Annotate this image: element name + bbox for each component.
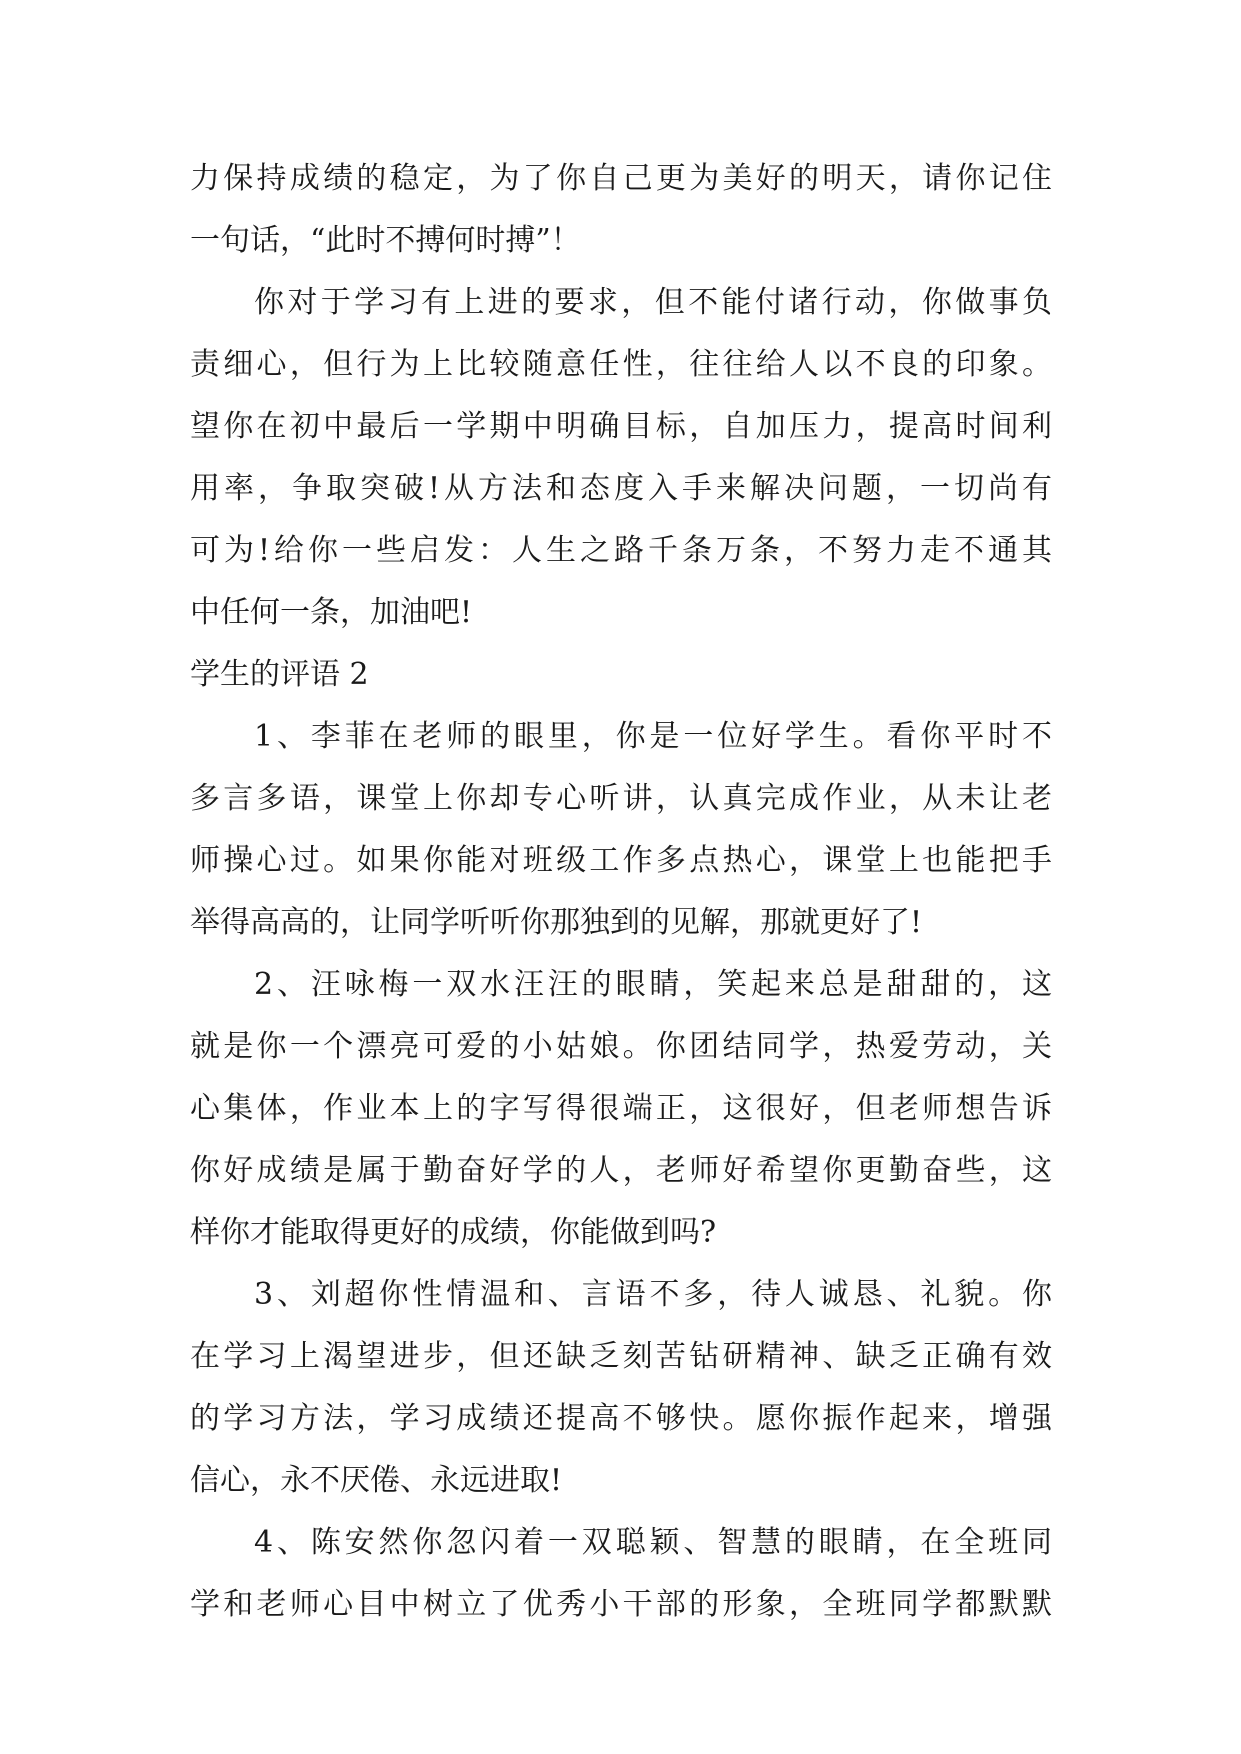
text-line: 可为!给你一些启发：人生之路千条万条，不努力走不通其 [190, 533, 1052, 568]
text-line: 3、刘超你性情温和、言语不多，待人诚恳、礼貌。你 [254, 1277, 1052, 1312]
text-line: 信心，永不厌倦、永远进取! [190, 1463, 563, 1498]
text-line: 2、汪咏梅一双水汪汪的眼睛，笑起来总是甜甜的，这 [254, 967, 1052, 1002]
comment-item-1 [190, 706, 1052, 954]
text-line: 1、李菲在老师的眼里，你是一位好学生。看你平时不 [254, 719, 1052, 754]
paragraph-continuation [190, 148, 1052, 272]
text-line: 在学习上渴望进步，但还缺乏刻苦钻研精神、缺乏正确有效 [190, 1339, 1052, 1374]
text-line: 4、陈安然你忽闪着一双聪颖、智慧的眼睛，在全班同 [254, 1525, 1052, 1560]
text-line: 你对于学习有上进的要求，但不能付诸行动，你做事负 [254, 285, 1052, 320]
document-body [190, 148, 1052, 1636]
text-line: 中任何一条，加油吧! [190, 595, 473, 630]
text-line: 一句话，“此时不搏何时搏”！ [190, 223, 581, 258]
text-line: 多言多语，课堂上你却专心听讲，认真完成作业，从未让老 [190, 781, 1052, 816]
text-line: 望你在初中最后一学期中明确目标，自加压力，提高时间利 [190, 409, 1052, 444]
paragraph-comment [190, 272, 1052, 644]
text-line: 你好成绩是属于勤奋好学的人，老师好希望你更勤奋些，这 [190, 1153, 1052, 1188]
text-line: 心集体，作业本上的字写得很端正，这很好，但老师想告诉 [190, 1091, 1052, 1126]
text-line: 样你才能取得更好的成绩，你能做到吗? [190, 1215, 717, 1250]
text-line: 用率，争取突破!从方法和态度入手来解决问题，一切尚有 [190, 471, 1052, 506]
text-line: 责细心，但行为上比较随意任性，往往给人以不良的印象。 [190, 347, 1052, 382]
text-line: 力保持成绩的稳定，为了你自己更为美好的明天，请你记住 [190, 161, 1052, 196]
text-line: 学和老师心目中树立了优秀小干部的形象，全班同学都默默 [190, 1587, 1052, 1622]
text-line: 举得高高的，让同学听听你那独到的见解，那就更好了! [190, 905, 923, 940]
comment-item-2 [190, 954, 1052, 1264]
text-line: 的学习方法，学习成绩还提高不够快。愿你振作起来，增强 [190, 1401, 1052, 1436]
section-heading: 学生的评语 2 [190, 657, 369, 692]
text-line: 就是你一个漂亮可爱的小姑娘。你团结同学，热爱劳动，关 [190, 1029, 1052, 1064]
comment-item-3 [190, 1264, 1052, 1512]
text-line: 师操心过。如果你能对班级工作多点热心，课堂上也能把手 [190, 843, 1052, 878]
comment-item-4 [190, 1512, 1052, 1636]
